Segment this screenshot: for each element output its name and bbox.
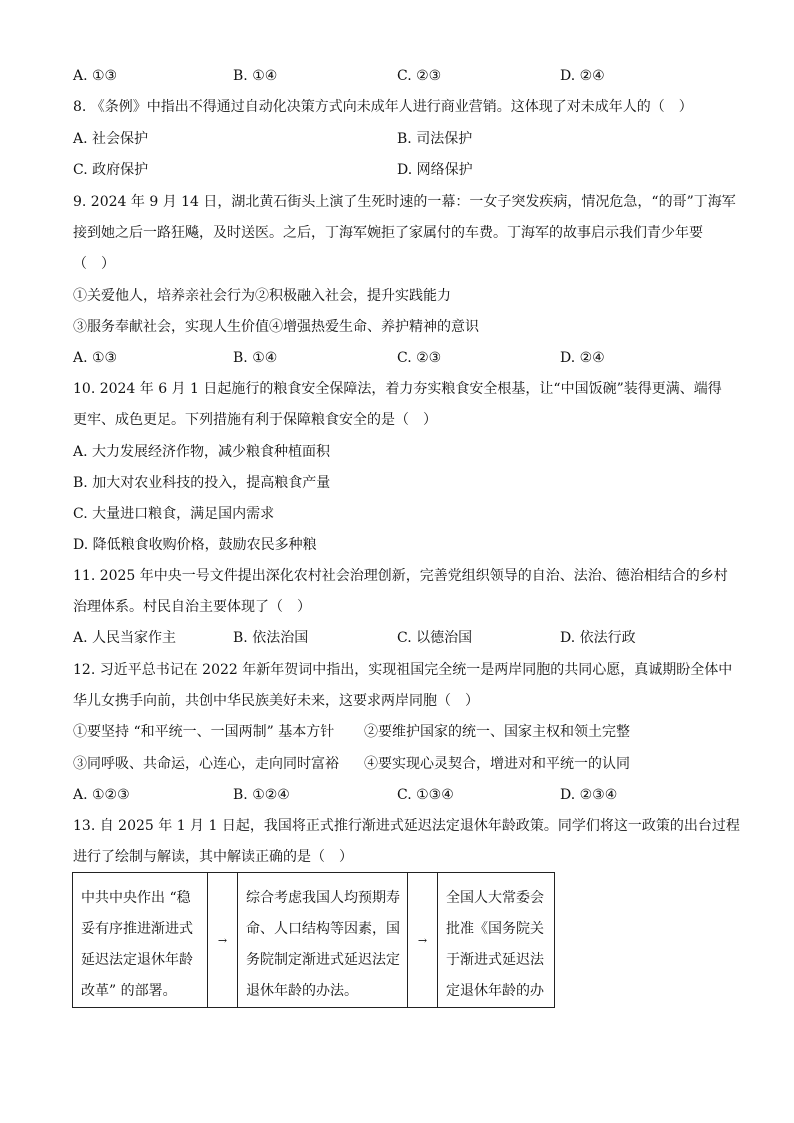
q9-option-b: B. ①④ bbox=[233, 350, 278, 366]
flow-step-2-line: 命、人口结构等因素，国 bbox=[246, 921, 400, 937]
flow-step-3 bbox=[438, 873, 554, 1007]
q12-statement: ②要维护国家的统一、国家主权和领土完整 bbox=[364, 724, 630, 740]
flow-step-3-line: 于渐进式延迟法 bbox=[446, 952, 544, 968]
flow-step-3-line: 全国人大常委会 bbox=[446, 890, 544, 906]
q9-options bbox=[73, 348, 723, 368]
flow-arrow-icon: → bbox=[208, 873, 238, 1007]
q13-stem-line: 进行了绘制与解读，其中解读正确的是（ ） bbox=[73, 849, 353, 865]
q8-options-row2 bbox=[73, 160, 723, 180]
q12-statements-row2 bbox=[73, 754, 723, 774]
q12-statement: ④要实现心灵契合，增进对和平统一的认同 bbox=[364, 756, 630, 772]
q10-option-b: B. 加大对农业科技的投入，提高粮食产量 bbox=[73, 475, 331, 491]
q9-stem-line: 9. 2024 年 9 月 14 日，湖北黄石街头上演了生死时速的一幕：一女子突发疾病，情况危急，“的哥”丁海军 bbox=[73, 194, 736, 210]
q8-option-a: A. 社会保护 bbox=[73, 131, 149, 147]
q10-option-a: A. 大力发展经济作物，减少粮食种植面积 bbox=[73, 444, 331, 460]
q8-options-row1 bbox=[73, 129, 723, 149]
q9-option-a: A. ①③ bbox=[73, 350, 118, 366]
q9-stem-line: 接到她之后一路狂飚，及时送医。之后，丁海军婉拒了家属付的车费。丁海军的故事启示我们青少年要 bbox=[73, 225, 703, 241]
q12-statement: ③同呼吸、共命运，心连心，走向同时富裕 bbox=[73, 756, 339, 772]
q7-options bbox=[73, 66, 723, 86]
q9-option-c: C. ②③ bbox=[397, 350, 442, 366]
q8-option-d: D. 网络保护 bbox=[397, 162, 473, 178]
flow-step-3-line: 批准《国务院关 bbox=[446, 921, 544, 937]
q11-option-c: C. 以德治国 bbox=[397, 630, 473, 646]
q12-stem-line: 华儿女携手向前，共创中华民族美好未来，这要求两岸同胞（ ） bbox=[73, 693, 479, 709]
q12-option-b: B. ①②④ bbox=[233, 787, 290, 803]
flow-step-1 bbox=[73, 873, 208, 1007]
flow-step-2-line: 退休年龄的办法。 bbox=[246, 983, 358, 999]
flow-step-2 bbox=[238, 873, 408, 1007]
flow-step-1-line: 中共中央作出 “稳 bbox=[81, 890, 191, 906]
flow-step-1-line: 改革” 的部署。 bbox=[81, 983, 177, 999]
q12-option-d: D. ②③④ bbox=[560, 787, 618, 803]
q11-stem-line: 治理体系。村民自治主要体现了（ ） bbox=[73, 599, 311, 615]
q13-flowchart bbox=[72, 872, 555, 1008]
q11-option-b: B. 依法治国 bbox=[233, 630, 309, 646]
q10-option-c: C. 大量进口粮食，满足国内需求 bbox=[73, 506, 275, 522]
q12-statement: ①要坚持 “和平统一、一国两制” 基本方针 bbox=[73, 724, 335, 740]
q12-statements-row1 bbox=[73, 722, 723, 742]
q9-statement: ①关爱他人，培养亲社会行为②积极融入社会，提升实践能力 bbox=[73, 288, 451, 304]
q11-options bbox=[73, 628, 723, 648]
q7-option-c: C. ②③ bbox=[397, 68, 442, 84]
flow-step-1-line: 延迟法定退休年龄 bbox=[81, 952, 193, 968]
q11-option-d: D. 依法行政 bbox=[560, 630, 636, 646]
q8-option-b: B. 司法保护 bbox=[397, 131, 473, 147]
q8-stem: 8. 《条例》中指出不得通过自动化决策方式向未成年人进行商业营销。这体现了对未成年人的（ ） bbox=[73, 99, 693, 115]
q11-stem-line: 11. 2025 年中央一号文件提出深化农村社会治理创新，完善党组织领导的自治、法治、德治相结合的乡村 bbox=[73, 568, 728, 584]
q10-stem-line: 更牢、成色更足。下列措施有利于保障粮食安全的是（ ） bbox=[73, 412, 437, 428]
q10-stem-line: 10. 2024 年 6 月 1 日起施行的粮食安全保障法，着力夯实粮食安全根基，让“中国饭碗”装得更满、端得 bbox=[73, 381, 722, 397]
q9-statement: ③服务奉献社会，实现人生价值④增强热爱生命、养护精神的意识 bbox=[73, 319, 479, 335]
q12-stem-line: 12. 习近平总书记在 2022 年新年贺词中指出，实现祖国完全统一是两岸同胞的共同心愿，真诚期盼全体中 bbox=[73, 662, 733, 678]
flow-step-1-line: 妥有序推进渐进式 bbox=[81, 921, 193, 937]
q12-option-a: A. ①②③ bbox=[73, 787, 130, 803]
q10-option-d: D. 降低粮食收购价格，鼓励农民多种粮 bbox=[73, 537, 317, 553]
flow-step-2-line: 综合考虑我国人均预期寿 bbox=[246, 890, 400, 906]
flow-arrow-icon: → bbox=[408, 873, 438, 1007]
flow-step-3-line: 定退休年龄的办 bbox=[446, 983, 544, 999]
q7-option-a: A. ①③ bbox=[73, 68, 118, 84]
q11-option-a: A. 人民当家作主 bbox=[73, 630, 177, 646]
q7-option-b: B. ①④ bbox=[233, 68, 278, 84]
q7-option-d: D. ②④ bbox=[560, 68, 605, 84]
q12-options bbox=[73, 785, 723, 805]
q8-option-c: C. 政府保护 bbox=[73, 162, 149, 178]
flow-step-2-line: 务院制定渐进式延迟法定 bbox=[246, 952, 400, 968]
q12-option-c: C. ①③④ bbox=[397, 787, 454, 803]
q9-stem-line: （ ） bbox=[73, 256, 115, 272]
q9-option-d: D. ②④ bbox=[560, 350, 605, 366]
q13-stem-line: 13. 自 2025 年 1 月 1 日起，我国将正式推行渐进式延迟法定退休年龄政策。同学们将这一政策的出台过程 bbox=[73, 818, 740, 834]
